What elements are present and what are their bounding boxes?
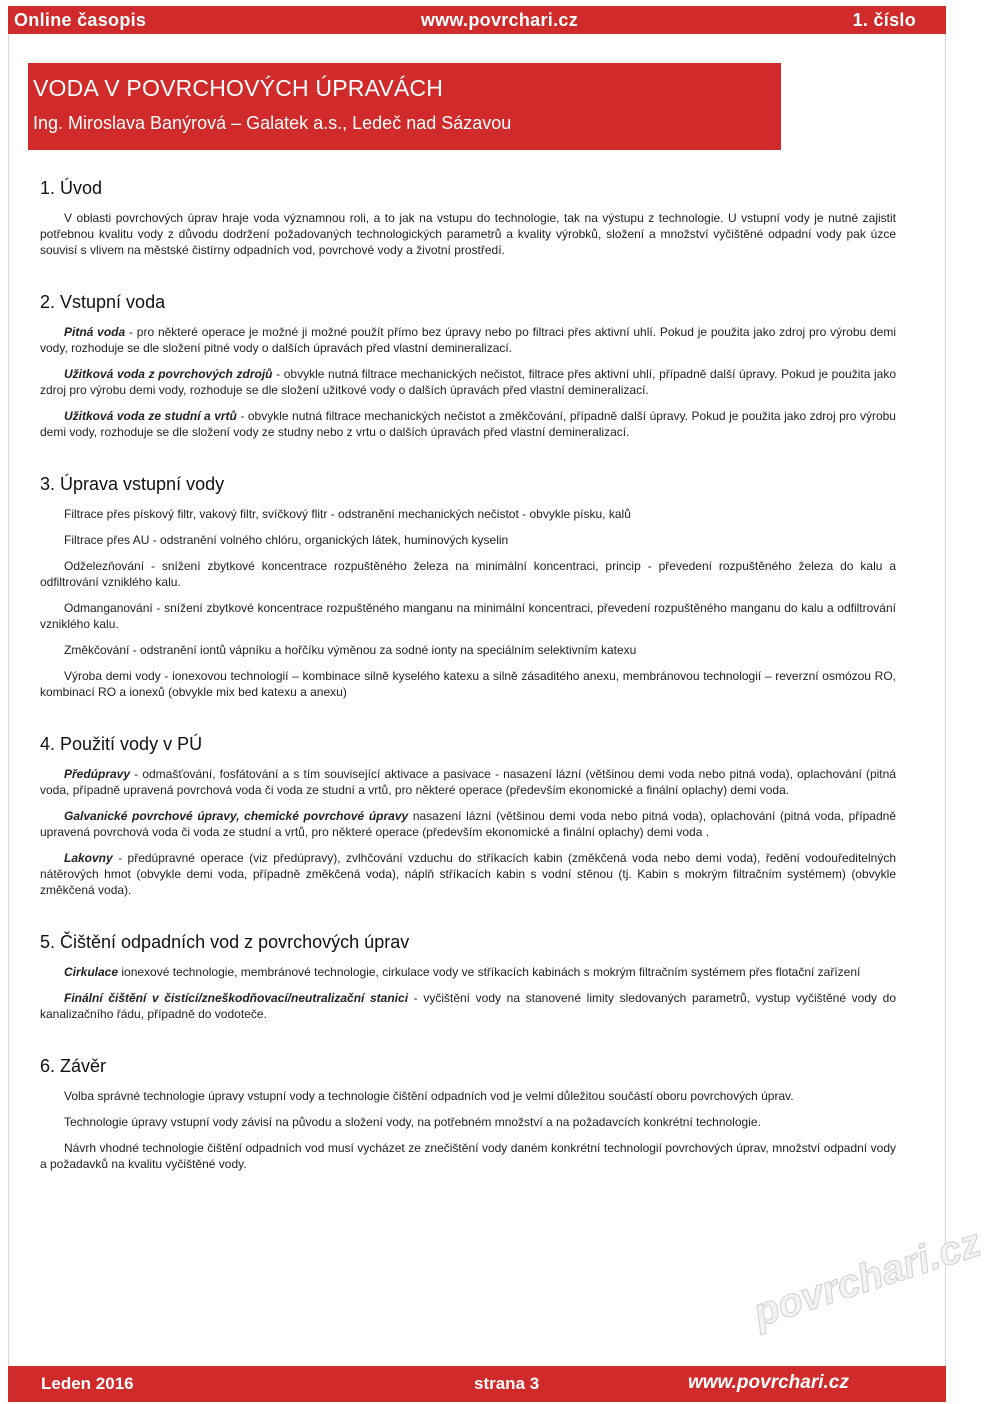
paragraph: V oblasti povrchových úprav hraje voda významnou roli, a to jak na vstupu do technologie, tak na výstupu z technologie. U vstupní vody je nutné zajistit potřebnou kvalitu vody z důvodu dodržení požadovaných technologických parametrů a kvality výrobků, složení a množství vyčištěné odpadní vody pak úzce souvisí s vlivem na městské čistírny odpadních vod, povrchové vody a životní prostředí. bbox=[40, 211, 896, 257]
paragraph: Lakovny - předúpravné operace (viz předúpravy), zvlhčování vzduchu do stříkacích kabin (změkčená voda nebo demi voda), ředění vodouředitelných nátěrových hmot (obvykle demi voda, případně změkčená voda), náplň stříkacích kabin s vodní stěnou (tj. Kabin s mokrým filtračním systémem) (obvykle změkčená voda). bbox=[40, 851, 896, 897]
article-title: VODA V POVRCHOVÝCH ÚPRAVÁCH bbox=[33, 75, 444, 101]
paragraph: Galvanické povrchové úpravy, chemické povrchové úpravy nasazení lázní (většinou demi voda nebo pitná voda), oplachování (pitná voda, případně upravená povrchová voda či voda ze studní a vrtů, pro některé operace (především ekonomické a finální oplachy) demi voda . bbox=[40, 809, 897, 839]
magazine-label: Online časopis bbox=[14, 9, 147, 30]
page-number: strana 3 bbox=[474, 1374, 540, 1393]
top-banner bbox=[8, 6, 946, 34]
paragraph: Návrh vhodné technologie čištění odpadních vod musí vycházet ze znečištění vody daném konkrétní technologií povrchových úprav, množství odpadní vody a požadavků na kvalitu vyčištěné vody. bbox=[40, 1141, 896, 1171]
section-heading-cisteni-odpadnich-vod: 5. Čištění odpadních vod z povrchových úprav bbox=[40, 932, 410, 952]
term: Užitková voda ze studní a vrtů bbox=[64, 409, 237, 423]
article-body bbox=[40, 176, 896, 1172]
term: Pitná voda bbox=[64, 325, 126, 339]
site-url[interactable]: www.povrchari.cz bbox=[420, 9, 578, 30]
paragraph: Užitková voda ze studní a vrtů - obvykle nutná filtrace mechanických nečistot a změkčování, případně další úpravy. Pokud je použita jako zdroj pro výrobu demi vody, rozhoduje se dle složení vody ze studny nebo z vrtu o dalších úpravách před vlastní demineralizací. bbox=[40, 409, 896, 439]
paragraph: Změkčování - odstranění iontů vápníku a hořčíku výměnou za sodné ionty na speciálním selektivním katexu bbox=[64, 643, 637, 657]
bottom-banner bbox=[8, 1366, 946, 1402]
paragraph: Technologie úpravy vstupní vody závisí na původu a složení vody, na potřebném množství a na požadavcích konkrétní technologie. bbox=[64, 1115, 761, 1129]
issue-date: Leden 2016 bbox=[41, 1374, 134, 1393]
paragraph: Cirkulace ionexové technologie, membránové technologie, cirkulace vody ve stříkacích kabinách s mokrým filtračním systémem přes flotační zařízení bbox=[64, 965, 861, 979]
section-heading-uprava-vstupni-vody: 3. Úprava vstupní vody bbox=[40, 474, 225, 494]
paragraph: Výroba demi vody - ionexovou technologií – kombinace silně kyselého katexu a silně zásaditého anexu, membránovou technologií – reverzní osmózou RO, kombinací RO a ionexů (obvykle mix bed katexu a anexu) bbox=[40, 669, 896, 699]
term: Finální čištění v čistící/zneškodňovací/neutralizační stanici bbox=[64, 991, 409, 1005]
issue-number: 1. číslo bbox=[852, 9, 916, 30]
paragraph: Volba správné technologie úpravy vstupní vody a technologie čištění odpadních vod je velmi důležitou součástí oboru povrchových úprav. bbox=[64, 1089, 794, 1103]
term: Předúpravy bbox=[64, 767, 131, 781]
paragraph: Filtrace přes AU - odstranění volného chlóru, organických látek, huminových kyselin bbox=[64, 533, 509, 547]
paragraph: Užitková voda z povrchových zdrojů - obvykle nutná filtrace mechanických nečistot, filtrace přes aktivní uhlí, případně další úpravy. Pokud je použita jako zdroj pro výrobu demi vody, rozhoduje se dle složení užitkové vody o dalších úpravách před vlastní demineralizací. bbox=[40, 367, 897, 397]
section-heading-pouziti-vody: 4. Použití vody v PÚ bbox=[40, 734, 203, 754]
section-heading-zaver: 6. Závěr bbox=[40, 1056, 107, 1076]
term: Galvanické povrchové úpravy, chemické povrchové úpravy bbox=[64, 809, 409, 823]
paragraph: Předúpravy - odmašťování, fosfátování a s tím související aktivace a pasivace - nasazení lázní (většinou demi voda nebo pitná voda), oplachování (pitná voda, případně upravená povrchová voda či voda ze studní a vrtů, pro některé operace (především ekonomické a finální oplachy) demi voda. bbox=[40, 767, 896, 797]
term: Užitková voda z povrchových zdrojů bbox=[64, 367, 273, 381]
paragraph: Odželezňování - snížení zbytkové koncentrace rozpuštěného železa na minimální koncentraci, princip - převedení rozpuštěného železa do kalu a odfiltrování vzniklého kalu. bbox=[40, 559, 896, 589]
term: Lakovny bbox=[64, 851, 113, 865]
paragraph: Finální čištění v čistící/zneškodňovací/neutralizační stanici - vyčištění vody na stanovené limity sledovaných parametrů, vystup vyčištěné vody do kanalizačního řádu, případně do vodoteče. bbox=[40, 991, 896, 1021]
site-watermark: povrchari.cz bbox=[748, 1220, 987, 1336]
section-heading-vstupni-voda: 2. Vstupní voda bbox=[40, 292, 166, 312]
paragraph: Filtrace přes pískový filtr, vakový filtr, svíčkový flitr - odstranění mechanických nečistot - obvykle písku, kalů bbox=[64, 507, 631, 521]
section-heading-uvod: 1. Úvod bbox=[40, 178, 103, 198]
paragraph: Odmanganování - snížení zbytkové koncentrace rozpuštěného manganu na minimální koncentraci, převedení rozpuštěného manganu do kalu a odfiltrování vzniklého kalu. bbox=[40, 601, 896, 631]
footer-site-url[interactable]: www.povrchari.cz bbox=[688, 1372, 849, 1393]
article-author: Ing. Miroslava Banýrová – Galatek a.s., Ledeč nad Sázavou bbox=[33, 113, 512, 133]
paragraph: Pitná voda - pro některé operace je možné ji možné použít přímo bez úpravy nebo po filtraci přes aktivní uhlí. Pokud je použita jako zdroj pro výrobu demi vody, rozhoduje se dle složení pitné vody o dalších úpravách před vlastní demineralizací. bbox=[40, 325, 897, 355]
article-title-box bbox=[28, 63, 781, 150]
term: Cirkulace bbox=[64, 965, 119, 979]
